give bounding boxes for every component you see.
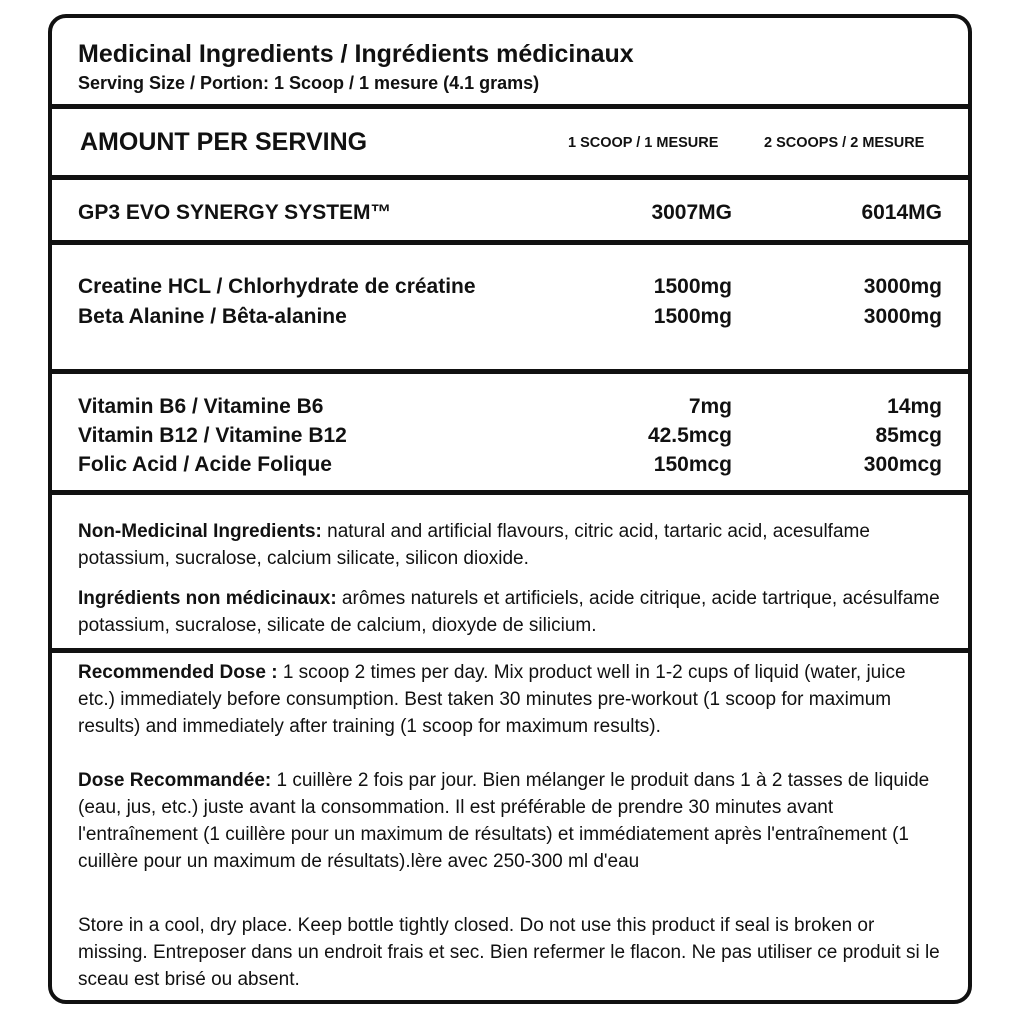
ingredient-name: Beta Alanine / Bêta-alanine [78, 305, 347, 328]
ingredient-value-2: 14mg [887, 395, 942, 418]
divider [52, 175, 968, 180]
ingredient-value-2: 300mcg [863, 453, 942, 476]
ingredient-row [78, 275, 942, 303]
ingredient-row [78, 305, 942, 333]
recommended-dose-fr-label: Dose Recommandée: [78, 770, 272, 791]
ingredient-value-1: 7mg [688, 395, 732, 418]
system-row [78, 201, 942, 229]
non-medicinal-en-label: Non-Medicinal Ingredients: [78, 521, 322, 542]
recommended-dose-en [78, 659, 946, 740]
recommended-dose-fr-text: 1 cuillère 2 fois par jour. Bien mélanger le produit dans 1 à 2 tasses de liquide (eau, jus, etc.) juste avant la consommation. Il est préférable de prendre 30 minutes avant l'entraînement (1 cuillère pour un maximum de résultats) et immédiatement après l'entraînement (1 cuillère pour un maximum de résultats).lère avec 250-300 ml d'eau [78, 770, 930, 872]
ingredient-name: Vitamin B12 / Vitamine B12 [78, 424, 347, 447]
ingredient-name: Folic Acid / Acide Folique [78, 453, 332, 476]
ingredient-value-1: 42.5mcg [647, 424, 732, 447]
ingredient-row [78, 395, 942, 423]
label-title: Medicinal Ingredients / Ingrédients médicinaux [78, 40, 634, 68]
system-value-1: 3007MG [651, 201, 732, 224]
divider [52, 648, 968, 653]
recommended-dose-en-text: 1 scoop 2 times per day. Mix product well in 1-2 cups of liquid (water, juice etc.) immediately before consumption. Best taken 30 minutes pre-workout (1 scoop for maximum results) and immediately after training (1 scoop for maximum results). [78, 662, 906, 737]
supplement-facts-label [48, 14, 972, 1004]
ingredient-name: Vitamin B6 / Vitamine B6 [78, 395, 324, 418]
divider [52, 369, 968, 374]
non-medicinal-fr [78, 585, 946, 639]
serving-size: Serving Size / Portion: 1 Scoop / 1 mesure (4.1 grams) [78, 73, 540, 93]
non-medicinal-fr-text: arômes naturels et artificiels, acide citrique, acide tartrique, acésulfame potassium, sucralose, silicate de calcium, dioxyde de silicium. [78, 588, 940, 636]
divider [52, 240, 968, 245]
system-name: GP3 EVO SYNERGY SYSTEM™ [78, 201, 392, 224]
divider [52, 104, 968, 109]
system-value-2: 6014MG [861, 201, 942, 224]
ingredient-row [78, 453, 942, 481]
ingredient-name: Creatine HCL / Chlorhydrate de créatine [78, 275, 476, 298]
ingredient-value-2: 3000mg [863, 275, 942, 298]
recommended-dose-en-label: Recommended Dose : [78, 662, 278, 683]
ingredient-value-1: 1500mg [653, 275, 732, 298]
recommended-dose-fr [78, 767, 946, 875]
ingredient-row [78, 424, 942, 452]
non-medicinal-en [78, 518, 946, 572]
ingredient-value-1: 1500mg [653, 305, 732, 328]
divider [52, 490, 968, 495]
amount-per-serving-label: AMOUNT PER SERVING [80, 128, 368, 156]
ingredient-value-2: 85mcg [875, 424, 942, 447]
column-header-1-scoop: 1 SCOOP / 1 MESURE [568, 135, 719, 151]
storage-instructions: Store in a cool, dry place. Keep bottle tightly closed. Do not use this product if seal is broken or missing. Entreposer dans un endroit frais et sec. Bien refermer le flacon. Ne pas utiliser ce produit si le sceau est brisé ou absent. [78, 915, 940, 990]
column-header-2-scoops: 2 SCOOPS / 2 MESURE [764, 135, 925, 151]
ingredient-value-2: 3000mg [863, 305, 942, 328]
non-medicinal-fr-label: Ingrédients non médicinaux: [78, 588, 337, 609]
ingredient-value-1: 150mcg [653, 453, 732, 476]
non-medicinal-en-text: natural and artificial flavours, citric acid, tartaric acid, acesulfame potassium, sucralose, calcium silicate, silicon dioxide. [78, 521, 870, 569]
